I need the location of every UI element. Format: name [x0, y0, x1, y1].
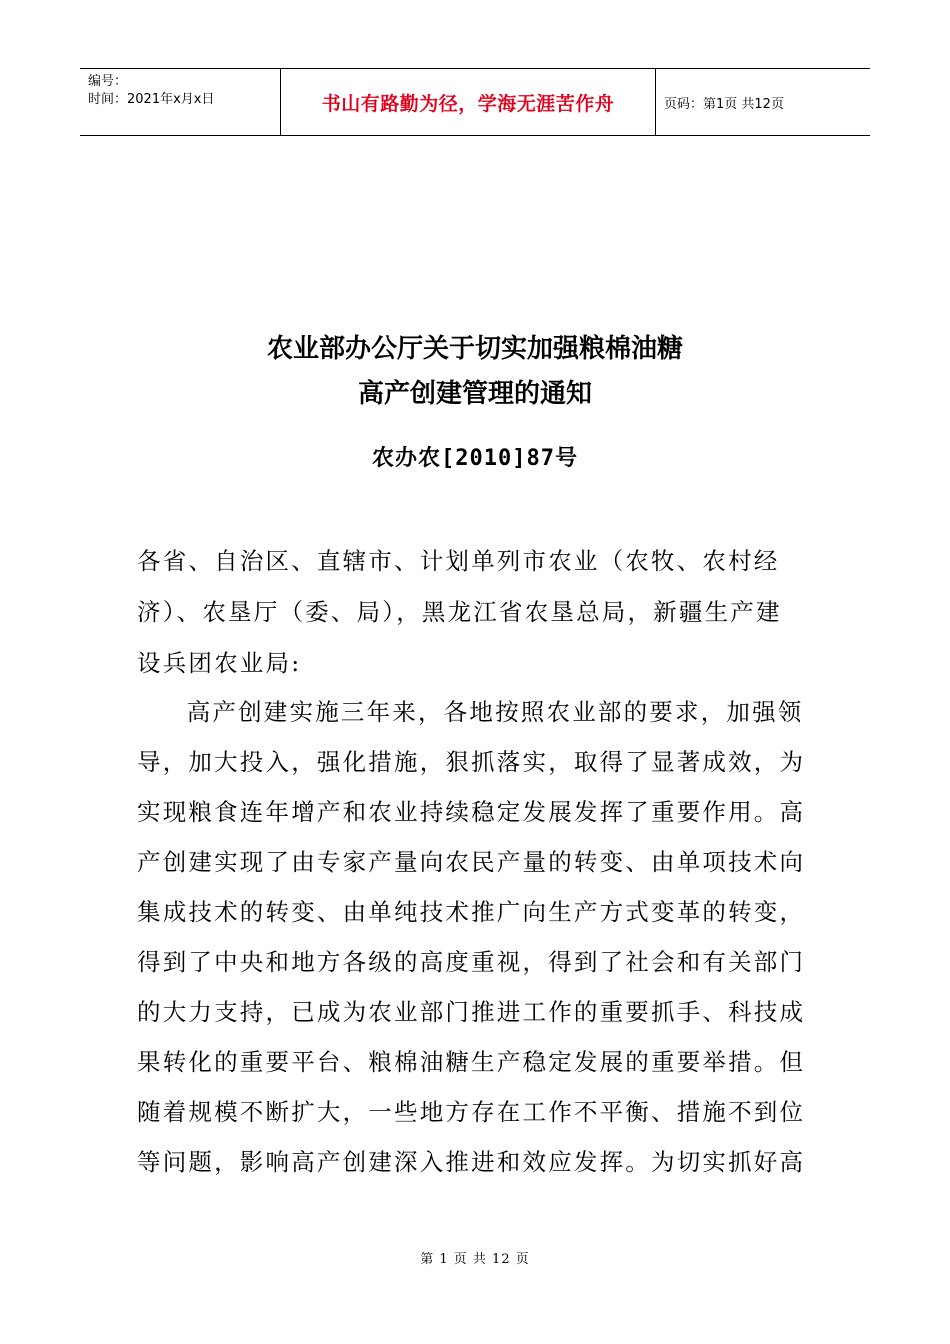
body-line: 各省、自治区、直辖市、计划单列市农业（农牧、农村经	[137, 547, 780, 575]
body-line: 高产创建实施三年来，各地按照农业部的要求，加强领	[161, 698, 804, 726]
page-header	[80, 68, 870, 136]
document-title-line1: 农业部办公厅关于切实加强粮棉油糖	[266, 334, 683, 364]
body-line: 导，加大投入，强化措施，狠抓落实，取得了显著成效，为	[137, 748, 806, 776]
header-page-info: 页码：第1页 共12页	[664, 96, 784, 112]
header-meta	[80, 69, 281, 135]
page-footer: 第 1 页 共 12 页	[420, 1252, 530, 1267]
body-line: 设兵团农业局:	[137, 649, 302, 677]
body-line: 的大力支持，已成为农业部门推进工作的重要抓手、科技成	[137, 998, 806, 1026]
time-label: 时间：2021年x月x日	[88, 92, 215, 107]
body-line: 等问题，影响高产创建深入推进和效应发挥。为切实抓好高	[137, 1148, 806, 1176]
header-motto: 书山有路勤为径，学海无涯苦作舟	[281, 69, 656, 135]
body-line: 产创建实现了由专家产量向农民产量的转变、由单项技术向	[137, 848, 806, 876]
body-line: 实现粮食连年增产和农业持续稳定发展发挥了重要作用。高	[137, 798, 806, 826]
body-line: 果转化的重要平台、粮棉油糖生产稳定发展的重要举措。但	[137, 1048, 806, 1076]
body-line: 集成技术的转变、由单纯技术推广向生产方式变革的转变，	[137, 898, 806, 926]
body-line: 济）、农垦厅（委、局），黑龙江省农垦总局，新疆生产建	[137, 598, 782, 626]
body-line: 随着规模不断扩大，一些地方存在工作不平衡、措施不到位	[137, 1098, 806, 1126]
number-label: 编号：	[88, 74, 128, 89]
document-number: 农办农[2010]87号	[372, 446, 578, 471]
document-title-line2: 高产创建管理的通知	[357, 379, 592, 409]
body-line: 得到了中央和地方各级的高度重视，得到了社会和有关部门	[137, 948, 806, 976]
